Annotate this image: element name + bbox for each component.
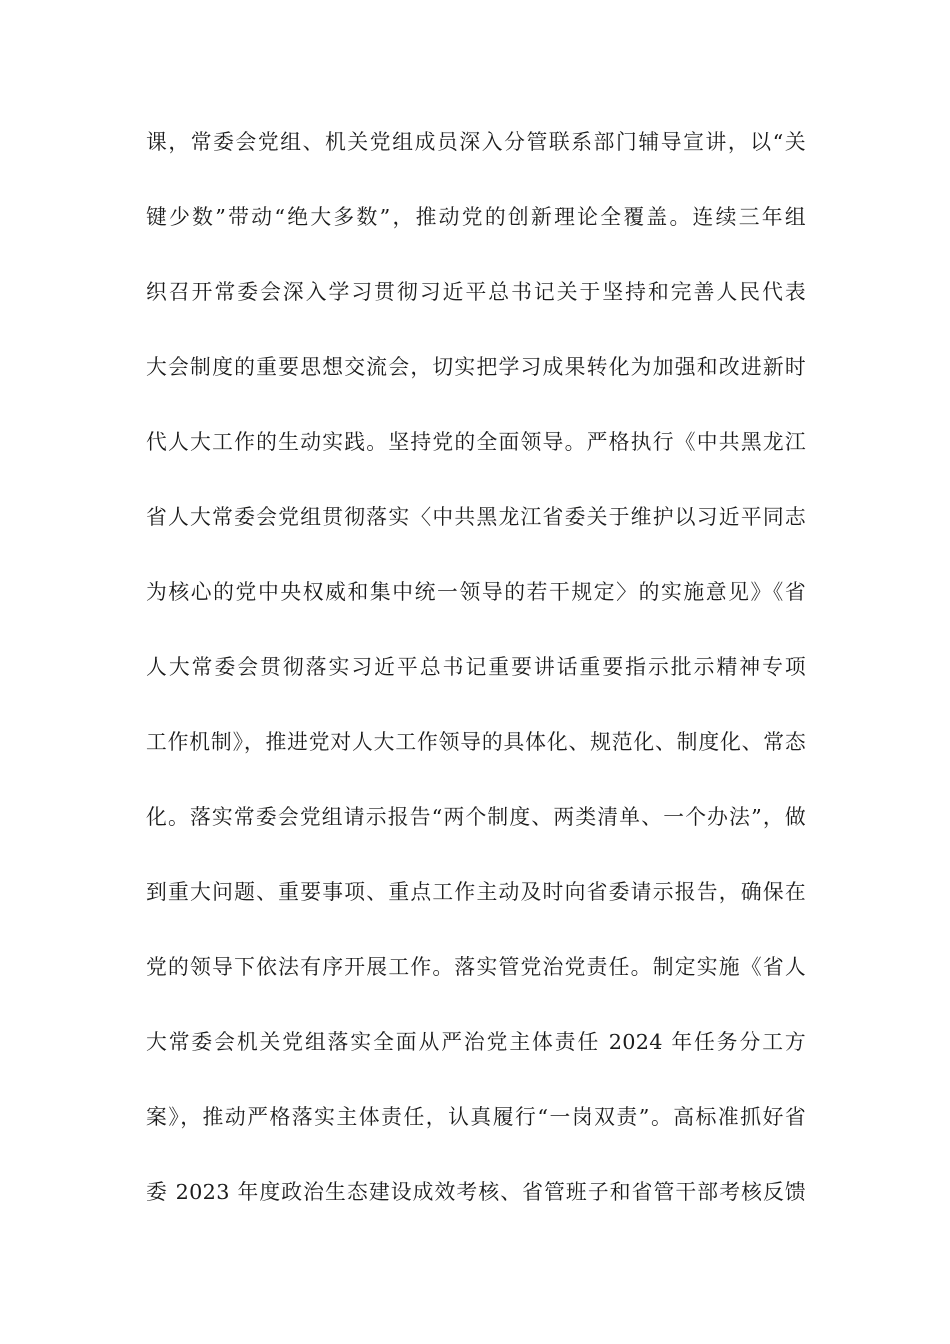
text-line: 课，常委会党组、机关党组成员深入分管联系部门辅导宣讲，以“关 xyxy=(146,130,806,154)
text-line: 人大常委会贯彻落实习近平总书记重要讲话重要指示批示精神专项 xyxy=(146,655,806,679)
text-line: 委 2023 年度政治生态建设成效考核、省管班子和省管干部考核反馈 xyxy=(146,1180,806,1204)
text-line: 键少数”带动“绝大多数”，推动党的创新理论全覆盖。连续三年组 xyxy=(146,205,806,229)
text-line: 代人大工作的生动实践。坚持党的全面领导。严格执行《中共黑龙江 xyxy=(146,430,806,454)
text-line: 大常委会机关党组落实全面从严治党主体责任 2024 年任务分工方 xyxy=(146,1030,806,1054)
text-line: 工作机制》，推进党对人大工作领导的具体化、规范化、制度化、常态 xyxy=(146,730,806,754)
text-line: 织召开常委会深入学习贯彻习近平总书记关于坚持和完善人民代表 xyxy=(146,280,806,304)
text-line: 化。落实常委会党组请示报告“两个制度、两类清单、一个办法”，做 xyxy=(146,805,806,829)
text-line: 到重大问题、重要事项、重点工作主动及时向省委请示报告，确保在 xyxy=(146,880,806,904)
text-line: 党的领导下依法有序开展工作。落实管党治党责任。制定实施《省人 xyxy=(146,955,806,979)
text-line: 大会制度的重要思想交流会，切实把学习成果转化为加强和改进新时 xyxy=(146,355,806,379)
text-line: 案》，推动严格落实主体责任，认真履行“一岗双责”。高标准抓好省 xyxy=(146,1105,806,1129)
text-line: 省人大常委会党组贯彻落实〈中共黑龙江省委关于维护以习近平同志 xyxy=(146,505,806,529)
text-line: 为核心的党中央权威和集中统一领导的若干规定〉的实施意见》《省 xyxy=(146,580,806,604)
